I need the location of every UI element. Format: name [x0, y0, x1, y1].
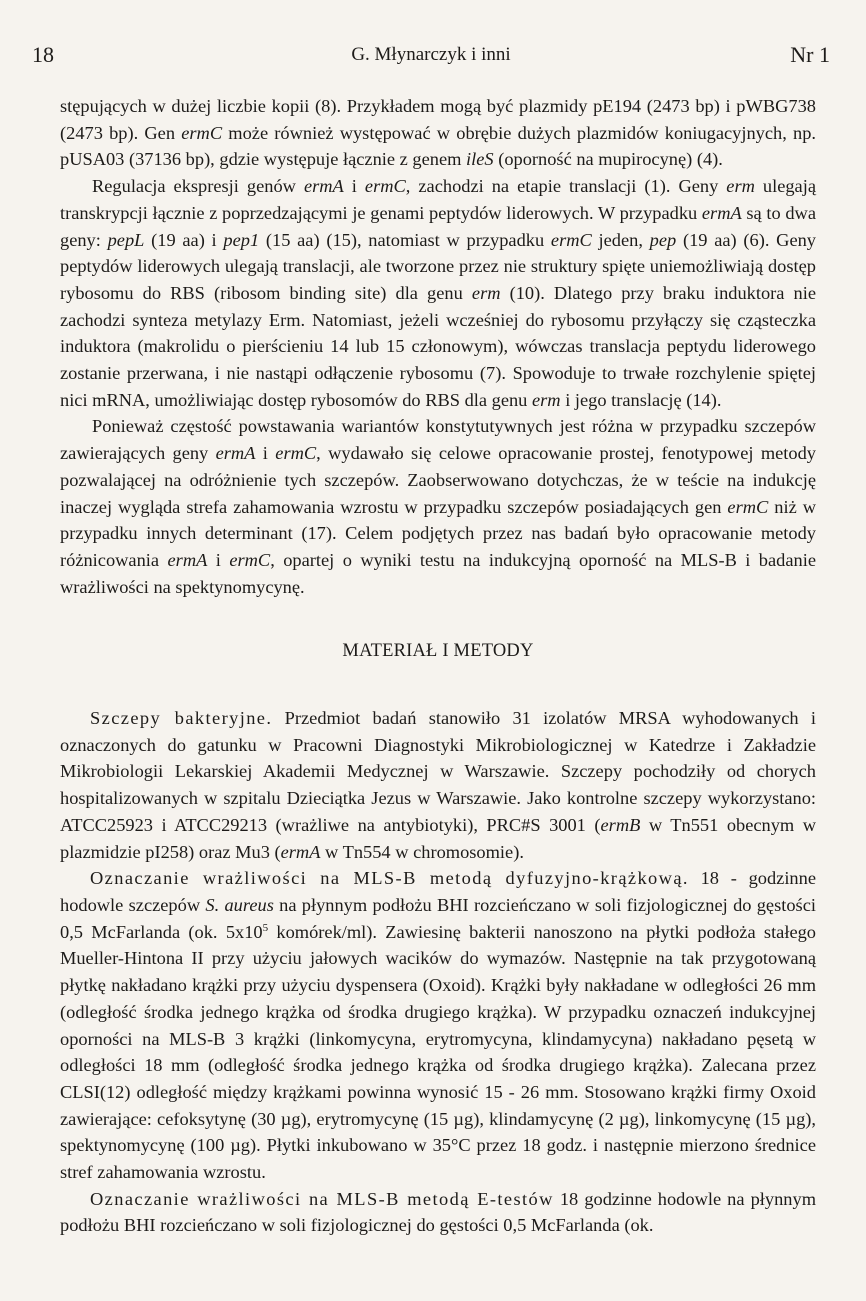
section-title: MATERIAŁ I METODY: [342, 641, 534, 662]
paragraph-strains: Szczepy bakteryjne. Przedmiot badań stanowiło 31 izolatów MRSA wyhodowanych i oznaczonych do gatunku w Pracowni Diagnostyki Mikrobiologicznej w Katedrze i Zakładzie Mikrobiologii Lekarskiej Akademii Medycznej w Warszawie. Szczepy pochodziły od chorych hospitalizowanych w szpitalu Dzieciątka Jezus w Warszawie. Jako kontrolne szczepy wykorzystano: ATCC25923 i ATCC29213 (wrażliwe na antybiotyki), PRC#S 3001 (ermB w Tn551 obecnym w plazmidzie pI258) oraz Mu3 (ermA w Tn554 w chromosomie).: [60, 708, 817, 862]
run-in-heading: Oznaczanie wrażliwości na MLS-B metodą dyfuzyjno-krążkową.: [90, 868, 689, 889]
paragraph-etest: Oznaczanie wrażliwości na MLS-B metodą E-testów 18 godzinne hodowle na płynnym podłożu BHI rozcieńczano w soli fizjologicznej do gęstości 0,5 McFarlanda (ok.: [60, 1188, 816, 1236]
paragraph-regulation: Regulacja ekspresji genów ermA i ermC, zachodzi na etapie translacji (1). Geny erm ulegają transkrypcji łącznie z poprzedzającymi je genami peptydów liderowych. W przypadku ermA są to dwa geny: pepL (19 aa) i pep1 (15 aa) (15), natomiast w przypadku ermC jeden, pep (19 aa) (6). Geny peptydów liderowych ulegają translacji, ale tworzone przez nie struktury spięte uniemożliwiają dostęp rybosomu do RBS (ribosom binding site) dla genu erm (10). Dlatego przy braku induktora nie zachodzi synteza metylazy Erm. Natomiast, jeżeli wcześniej do rybosomu przyłączy się cząsteczka induktora (makrolidu o pierścieniu 14 lub 15 członowym), wówczas translacja peptydu liderowego zostanie przerwana, i nie nastąpi odłączenie rybosomu (7). Spowoduje to trwałe rozchylenie spiętej nici mRNA, umożliwiając dostęp rybosomów do RBS dla genu erm i jego translację (14).: [60, 176, 817, 410]
paragraph-continuation: stępujących w dużej liczbie kopii (8). Przykładem mogą być plazmidy pE194 (2473 bp) i pWBG738 (2473 bp). Gen ermC może również występować w obrębie dużych plazmidów koniugacyjnych, np. pUSA03 (37136 bp), gdzie występuje łącznie z genem ileS (oporność na mupirocynę) (4).: [60, 96, 817, 170]
running-authors: G. Młynarczyk i inni: [351, 44, 511, 65]
run-in-heading: Oznaczanie wrażliwości na MLS-B metodą E-testów: [90, 1188, 554, 1209]
article-body: [60, 93, 816, 1239]
running-header: [32, 40, 830, 70]
paragraph-disk-diffusion: Oznaczanie wrażliwości na MLS-B metodą dyfuzyjno-krążkową. 18 - godzinne hodowle szczepów S. aureus na płynnym podłożu BHI rozcieńczano w soli fizjologicznej do gęstości 0,5 McFarlanda (ok. $5x10^5$ komórek/ml). Zawiesinę bakterii nanoszono na płytki podłoża stałego Mueller-Hintona II przy użyciu jałowych wacików do wymazów. Następnie na tak przygotowaną płytkę nakładano krążki przy użyciu dyspensera (Oxoid). Krążki były nakładane w odległości 26 mm (odległość środka jednego krążka od środka drugiego krążka). W przypadku oznaczeń indukcyjnej oporności na MLS-B 3 krążki (linkomycyna, erytromycyna, klindamycyna) nakładano pęsetą w odległości 18 mm (odległość środka jednego krążka od środka drugiego krążka). Zalecana przez CLSI(12) odległość między krążkami powinna wynosić 15 - 26 mm. Stosowano krążki firmy Oxoid zawierające: cefoksytynę (30 µg), erytromycynę (15 µg), klindamycynę (2 µg), linkomycynę (15 µg), spektynomycynę (100 µg). Płytki inkubowano w 35°C przez 18 godz. i następnie mierzono średnice stref zahamowania wzrostu.: [60, 868, 816, 1183]
page-number: 18: [32, 42, 54, 67]
issue-number: Nr 1: [790, 42, 830, 67]
paragraph-aim: Ponieważ częstość powstawania wariantów konstytutywnych jest różna w przypadku szczepów zawierających geny ermA i ermC, wydawało się celowe opracowanie prostej, fenotypowej metody pozwalającej na odróżnienie tych szczepów. Zaobserwowano dotychczas, że w teście na indukcję inaczej wygląda strefa zahamowania wzrostu w przypadku szczepów posiadających gen ermC niż w przypadku innych determinant (17). Celem podjętych przez nas badań było opracowanie metody różnicowania ermA i ermC, opartej o wyniki testu na indukcyjną oporność na MLS-B i badanie wrażliwości na spektynomycynę.: [60, 416, 816, 597]
run-in-heading: Szczepy bakteryjne.: [90, 708, 273, 729]
